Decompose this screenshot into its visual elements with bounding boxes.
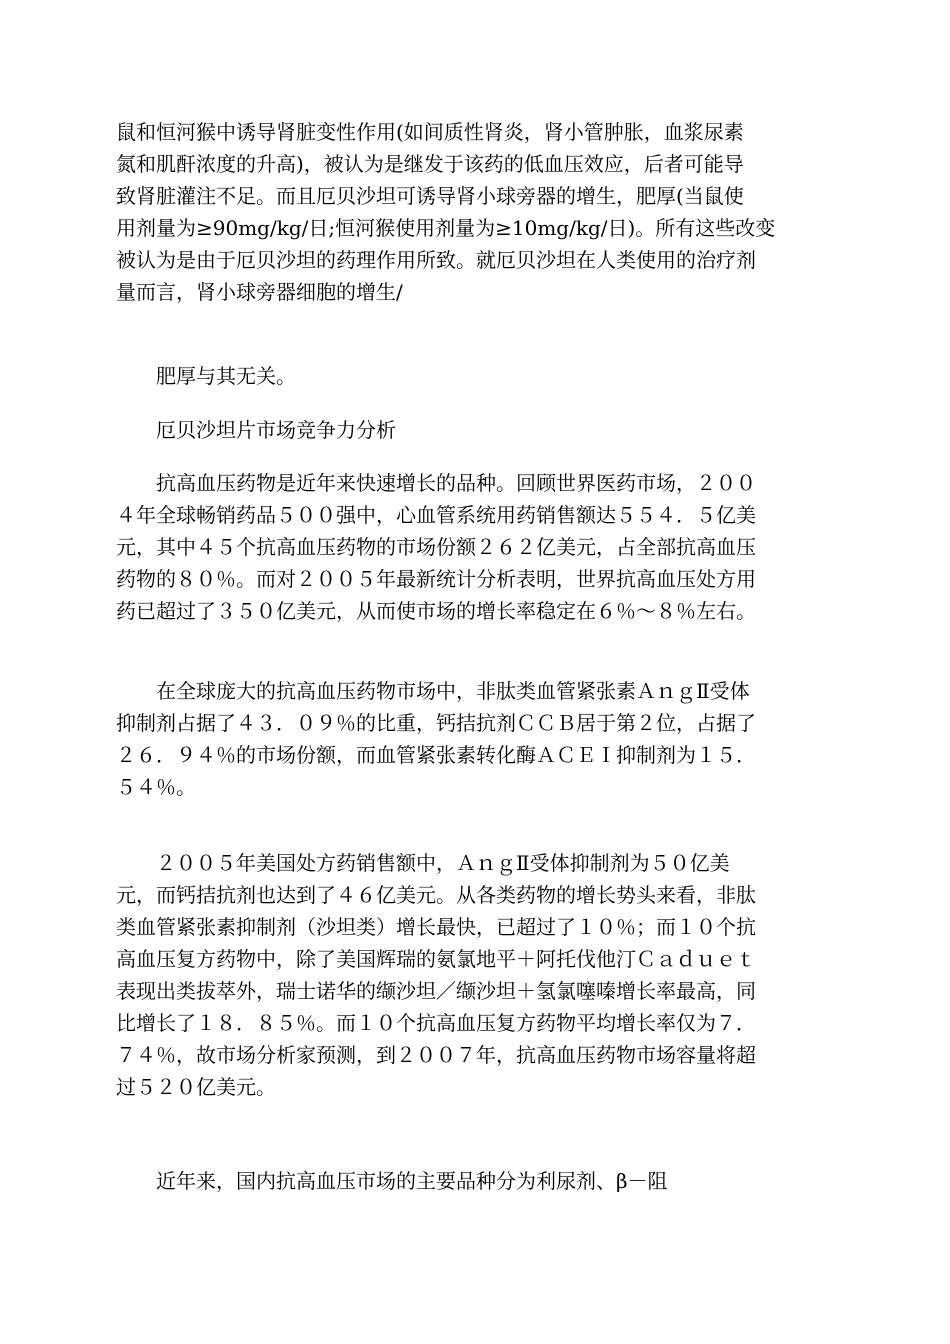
text-line: 元，其中４５个抗高血压药物的市场份额２６２亿美元，占全部抗高血压 bbox=[116, 535, 756, 559]
text-line: 药物的８０％。而对２００５年最新统计分析表明，世界抗高血压处方用 bbox=[116, 567, 756, 591]
text-line: 抗高血压药物是近年来快速增长的品种。回顾世界医药市场，２００ bbox=[156, 471, 756, 495]
text-line: 比增长了１８．８５％。而１０个抗高血压复方药物平均增长率仅为７． bbox=[116, 1011, 756, 1035]
text-line: 表现出类拔萃外，瑞士诺华的缬沙坦／缬沙坦＋氢氯噻嗪增长率最高，同 bbox=[116, 979, 756, 1003]
body-paragraph bbox=[116, 847, 836, 1103]
text-line: 过５２０亿美元。 bbox=[116, 1075, 276, 1099]
text-line: 氮和肌酐浓度的升高)，被认为是继发于该药的低血压效应，后者可能导 bbox=[116, 152, 744, 176]
body-paragraph bbox=[116, 1165, 836, 1197]
text-line: 在全球庞大的抗高血压药物市场中，非肽类血管紧张素ＡｎｇⅡ受体 bbox=[156, 679, 750, 703]
body-paragraph bbox=[116, 360, 836, 392]
section-heading bbox=[116, 414, 836, 446]
text-line: 致肾脏灌注不足。而且厄贝沙坦可诱导肾小球旁器的增生，肥厚(当鼠使 bbox=[116, 184, 744, 208]
text-line: 肥厚与其无关。 bbox=[156, 364, 296, 388]
text-line: ７４％，故市场分析家预测，到２００７年，抗高血压药物市场容量将超 bbox=[116, 1043, 756, 1067]
text-line: 近年来，国内抗高血压市场的主要品种分为利尿剂、β－阻 bbox=[156, 1169, 668, 1193]
body-paragraph bbox=[116, 675, 836, 803]
text-line: 量而言，肾小球旁器细胞的增生/ bbox=[116, 280, 403, 304]
text-line: 用剂量为≥90mg/kg/日;恒河猴使用剂量为≥10mg/kg/日)。所有这些改变 bbox=[116, 216, 776, 240]
text-line: ４年全球畅销药品５００强中，心血管系统用药销售额达５５４．５亿美 bbox=[116, 503, 756, 527]
text-line: ５４％。 bbox=[116, 775, 196, 799]
text-line: ２６．９４％的市场份额，而血管紧张素转化酶ＡＣＥＩ抑制剂为１５． bbox=[116, 743, 756, 767]
text-line: 高血压复方药物中，除了美国辉瑞的氨氯地平＋阿托伐他汀Ｃａｄｕｅｔ bbox=[116, 947, 756, 971]
heading-text: 厄贝沙坦片市场竞争力分析 bbox=[156, 418, 396, 442]
text-line: ２００５年美国处方药销售额中，ＡｎｇⅡ受体抑制剂为５０亿美 bbox=[156, 851, 730, 875]
text-line: 抑制剂占据了４３．０９％的比重，钙拮抗剂ＣＣＢ居于第２位，占据了 bbox=[116, 711, 756, 735]
text-line: 元，而钙拮抗剂也达到了４６亿美元。从各类药物的增长势头来看，非肽 bbox=[116, 883, 756, 907]
body-paragraph bbox=[116, 467, 836, 627]
body-paragraph bbox=[116, 116, 836, 308]
text-line: 鼠和恒河猴中诱导肾脏变性作用(如间质性肾炎，肾小管肿胀，血浆尿素 bbox=[116, 120, 744, 144]
text-line: 类血管紧张素抑制剂（沙坦类）增长最快，已超过了１０％；而１０个抗 bbox=[116, 915, 756, 939]
text-line: 被认为是由于厄贝沙坦的药理作用所致。就厄贝沙坦在人类使用的治疗剂 bbox=[116, 248, 756, 272]
text-line: 药已超过了３５０亿美元，从而使市场的增长率稳定在６％～８％左右。 bbox=[116, 599, 756, 623]
